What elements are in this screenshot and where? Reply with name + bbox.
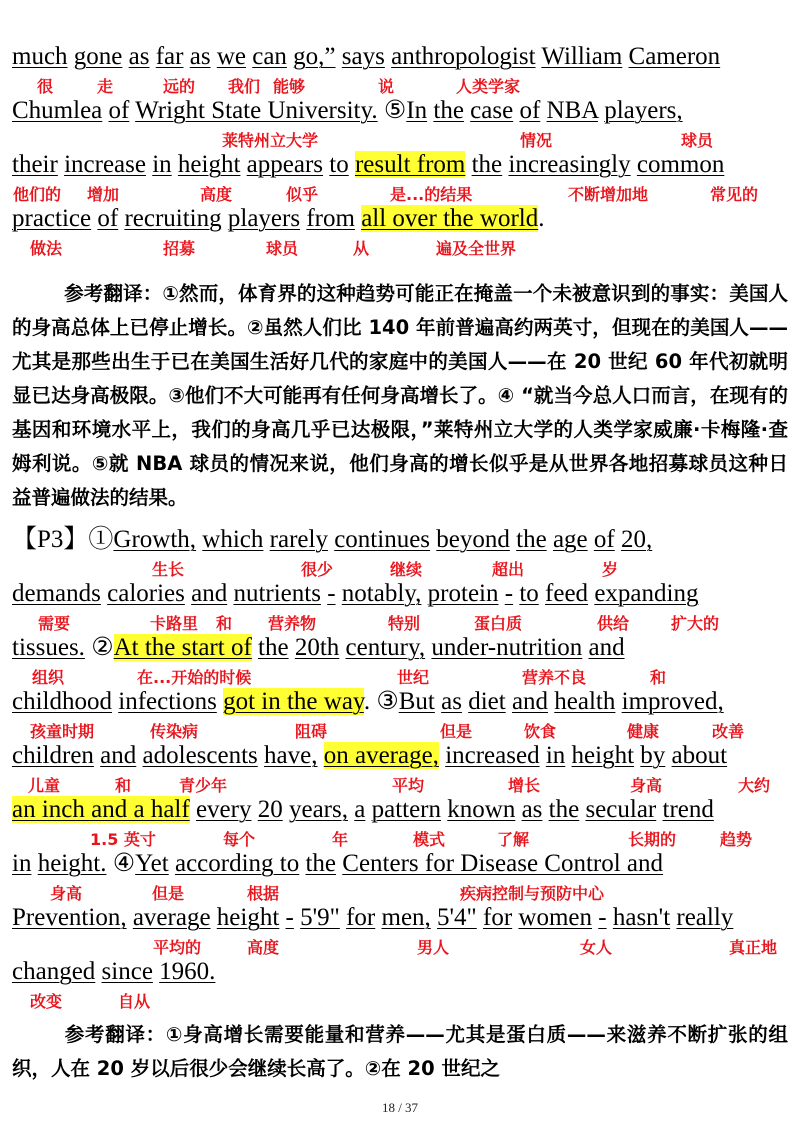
vocab-word: in [545, 742, 566, 769]
chinese-gloss: 青少年 [179, 776, 228, 795]
chinese-gloss: 岁 [602, 560, 619, 579]
vocab-word: - [285, 904, 294, 931]
vocab-word: as [441, 688, 462, 715]
vocab-word: the [258, 634, 289, 661]
highlighted-phrase: all over the world [361, 205, 539, 232]
vocab-word: nutrients [233, 580, 321, 607]
vocab-word: hasn't [612, 904, 671, 931]
vocab-word: practice [12, 205, 92, 232]
vocab-word: of [108, 97, 130, 124]
vocab-word: feed [545, 580, 589, 607]
vocab-word: 5'9" [300, 904, 340, 931]
vocab-word: average [132, 904, 211, 931]
chinese-gloss: 组织 [32, 668, 65, 687]
vocab-word: as [128, 43, 150, 70]
vocab-word: according to [174, 850, 300, 877]
chinese-gloss: 是...的结果 [390, 185, 473, 204]
highlighted-phrase: an inch and a half [12, 796, 190, 823]
vocab-word: we [216, 43, 246, 70]
vocab-word: the [433, 97, 464, 124]
chinese-gloss: 高度 [247, 938, 280, 957]
vocab-word: notably, [341, 580, 422, 607]
english-line [12, 579, 698, 609]
chinese-gloss: 身高 [50, 884, 83, 903]
vocab-word: demands [12, 580, 101, 607]
chinese-gloss: 模式 [413, 830, 446, 849]
vocab-word: century, [345, 634, 426, 661]
chinese-gloss: 做法 [30, 239, 63, 258]
vocab-word: 20 [257, 796, 283, 823]
vocab-word: Chumlea [12, 97, 103, 124]
vocab-word: known [447, 796, 516, 823]
text-fragment: ⑤ [377, 97, 407, 124]
chinese-gloss: 人类学家 [456, 77, 521, 96]
reference-translation-p3 [12, 1018, 788, 1086]
chinese-gloss: 蛋白质 [474, 614, 523, 633]
reference-translation-p2 [12, 277, 788, 515]
text-fragment: . ③ [363, 688, 399, 715]
chinese-gloss: 莱特州立大学 [222, 131, 319, 150]
chinese-gloss: 需要 [38, 614, 71, 633]
vocab-word: case [470, 97, 514, 124]
chinese-gloss: 高度 [200, 185, 233, 204]
highlighted-phrase: on average, [323, 742, 439, 769]
chinese-gloss: 平均 [392, 776, 425, 795]
chinese-gloss: 球员 [681, 131, 714, 150]
english-line [12, 795, 714, 825]
vocab-word: as [189, 43, 211, 70]
vocab-word: childhood [12, 688, 112, 715]
chinese-gloss: 1.5 英寸 [90, 830, 156, 849]
vocab-word: Centers for Disease Control and [342, 850, 664, 877]
vocab-word: height. [37, 850, 107, 877]
vocab-word: Wright State University. [135, 97, 378, 124]
vocab-word: continues [334, 526, 431, 553]
vocab-word: every [195, 796, 252, 823]
chinese-gloss: 根据 [247, 884, 280, 903]
vocab-word: calories [107, 580, 185, 607]
vocab-word: the [516, 526, 547, 553]
chinese-gloss: 改善 [712, 722, 745, 741]
vocab-word: of [519, 97, 541, 124]
vocab-word: women [518, 904, 593, 931]
chinese-gloss: 和 [216, 614, 233, 633]
vocab-word: health [554, 688, 616, 715]
vocab-word: Growth, [113, 526, 197, 553]
vocab-word: in [12, 850, 32, 877]
vocab-word: improved, [621, 688, 724, 715]
vocab-word: secular [585, 796, 657, 823]
vocab-word: to [519, 580, 539, 607]
page-number: 18 / 37 [381, 1100, 419, 1115]
english-line [12, 741, 727, 771]
chinese-gloss: 能够 [273, 77, 306, 96]
chinese-gloss: 营养不良 [522, 668, 587, 687]
chinese-gloss: 卡路里 [150, 614, 199, 633]
vocab-word: the [305, 850, 337, 877]
english-line [12, 525, 652, 555]
vocab-word: height [177, 151, 241, 178]
vocab-word: - [327, 580, 336, 607]
chinese-gloss: 但是 [440, 722, 473, 741]
vocab-word: diet [468, 688, 506, 715]
vocab-word: and [588, 634, 625, 661]
vocab-word: infections [118, 688, 217, 715]
vocab-word: But [398, 688, 435, 715]
vocab-word: says [341, 43, 385, 70]
vocab-word: as [521, 796, 543, 823]
chinese-gloss: 从 [353, 239, 370, 258]
page-footer [0, 1100, 800, 1116]
chinese-gloss: 他们的 [13, 185, 62, 204]
text-fragment: . [538, 205, 545, 232]
vocab-word: children [12, 742, 94, 769]
vocab-word: tissues. [12, 634, 85, 661]
chinese-gloss: 增加 [87, 185, 120, 204]
chinese-gloss: 长期的 [628, 830, 677, 849]
vocab-word: under-nutrition [431, 634, 583, 661]
chinese-gloss: 健康 [627, 722, 660, 741]
vocab-word: players, [604, 97, 683, 124]
chinese-gloss: 招募 [163, 239, 196, 258]
text-fragment: ② [84, 634, 114, 661]
vocab-word: beyond [436, 526, 510, 553]
chinese-gloss: 球员 [266, 239, 299, 258]
english-line [12, 903, 733, 933]
vocab-word: of [97, 205, 119, 232]
vocab-word: and [100, 742, 137, 769]
chinese-gloss: 生长 [152, 560, 185, 579]
vocab-word: trend [662, 796, 714, 823]
vocab-word: 20th [294, 634, 340, 661]
chinese-gloss: 男人 [417, 938, 450, 957]
vocab-word: height [216, 904, 280, 931]
vocab-word: men, [381, 904, 431, 931]
vocab-word: 20, [620, 526, 653, 553]
vocab-word: anthropologist [391, 43, 536, 70]
english-line [12, 633, 625, 663]
vocab-word: a [354, 796, 366, 823]
chinese-gloss: 真正地 [729, 938, 778, 957]
vocab-word: increased [445, 742, 540, 769]
vocab-word: the [548, 796, 580, 823]
text-fragment: 【P3】① [12, 526, 114, 553]
chinese-gloss: 远的 [163, 77, 196, 96]
chinese-gloss: 每个 [223, 830, 256, 849]
english-line [12, 849, 663, 879]
chinese-gloss: 我们 [228, 77, 261, 96]
chinese-gloss: 扩大的 [671, 614, 720, 633]
vocab-word: expanding [594, 580, 699, 607]
vocab-word: increase [64, 151, 146, 178]
chinese-gloss: 但是 [152, 884, 185, 903]
vocab-word: by [640, 742, 666, 769]
chinese-gloss: 平均的 [153, 938, 202, 957]
vocab-word: far [155, 43, 184, 70]
chinese-gloss: 走 [97, 77, 114, 96]
vocab-word: rarely [269, 526, 328, 553]
vocab-word: pattern [371, 796, 442, 823]
vocab-word: Cameron [628, 43, 721, 70]
vocab-word: and [511, 688, 549, 715]
vocab-word: age [552, 526, 588, 553]
chinese-gloss: 儿童 [28, 776, 61, 795]
vocab-word: increasingly [508, 151, 631, 178]
chinese-gloss: 说 [378, 77, 395, 96]
chinese-gloss: 遍及全世界 [436, 239, 517, 258]
chinese-gloss: 很 [37, 77, 54, 96]
english-line [12, 42, 720, 72]
vocab-word: William [541, 43, 623, 70]
vocab-word: Prevention, [12, 904, 127, 931]
vocab-word: In [406, 97, 428, 124]
chinese-gloss: 很少 [301, 560, 334, 579]
vocab-word: and [191, 580, 228, 607]
vocab-word: of [593, 526, 615, 553]
chinese-gloss: 特别 [388, 614, 421, 633]
vocab-word: have, [264, 742, 318, 769]
chinese-gloss: 似乎 [286, 185, 319, 204]
chinese-gloss: 自从 [118, 992, 151, 1011]
vocab-word: appears [246, 151, 324, 178]
chinese-gloss: 供给 [597, 614, 630, 633]
chinese-gloss: 女人 [580, 938, 613, 957]
chinese-gloss: 改变 [30, 992, 63, 1011]
vocab-word: for [346, 904, 376, 931]
chinese-gloss: 大约 [738, 776, 771, 795]
vocab-word: 5'4" [437, 904, 477, 931]
chinese-gloss: 情况 [520, 131, 553, 150]
vocab-word: to [329, 151, 349, 178]
chinese-gloss: 传染病 [150, 722, 199, 741]
english-line [12, 957, 215, 987]
chinese-gloss: 超出 [492, 560, 525, 579]
highlighted-phrase: got in the way [223, 688, 364, 715]
text-fragment: ④ [106, 850, 136, 877]
english-line [12, 150, 724, 180]
vocab-word: protein [427, 580, 499, 607]
vocab-word: since [101, 958, 153, 985]
vocab-word: Yet [135, 850, 169, 877]
chinese-gloss: 阻碍 [295, 722, 328, 741]
vocab-word: players [227, 205, 301, 232]
chinese-gloss: 和 [115, 776, 132, 795]
vocab-word: really [676, 904, 734, 931]
vocab-word: common [636, 151, 725, 178]
vocab-word: gone [73, 43, 123, 70]
vocab-word: NBA [546, 97, 598, 124]
chinese-gloss: 了解 [497, 830, 530, 849]
vocab-word: years, [288, 796, 348, 823]
chinese-gloss: 常见的 [710, 185, 759, 204]
vocab-word: - [598, 904, 607, 931]
chinese-gloss: 年 [332, 830, 349, 849]
vocab-word: much [12, 43, 68, 70]
vocab-word: the [471, 151, 503, 178]
english-line [12, 204, 544, 234]
vocab-word: their [12, 151, 58, 178]
chinese-gloss: 孩童时期 [30, 722, 95, 741]
vocab-word: height [571, 742, 635, 769]
vocab-word: adolescents [142, 742, 258, 769]
english-line [12, 96, 683, 126]
chinese-gloss: 趋势 [720, 830, 753, 849]
vocab-word: in [152, 151, 172, 178]
chinese-gloss: 增长 [508, 776, 541, 795]
vocab-word: go,” [293, 43, 336, 70]
vocab-word: from [306, 205, 355, 232]
vocab-word: can [252, 43, 287, 70]
vocab-word: recruiting [124, 205, 222, 232]
vocab-word: changed [12, 958, 96, 985]
english-line [12, 687, 724, 717]
translation-text-p2: 参考翻译：①然而，体育界的这种趋势可能正在掩盖一个未被意识到的事实：美国人的身高总体上已停止增长。②虽然人们比 140 年前普遍高约两英寸，但现在的美国人——尤其是那些出生于已在美国生活好几代的家庭中的美国人——在 20 世纪 60 年代初就明显已达身高极限。③他们不大可能再有任何身高增长了。④ “就当今总人口而言，在现有的基因和环境水平上，我们的身高几乎已达极限，”莱特州立大学的人类学家威廉·卡梅隆·查姆利说。⑤就 NBA 球员的情况来说，他们身高的增长似乎是从世界各地招募球员这种日益普遍做法的结果。 [12, 282, 788, 509]
chinese-gloss: 身高 [630, 776, 663, 795]
vocab-word: which [202, 526, 264, 553]
translation-text-p3: 参考翻译：①身高增长需要能量和营养——尤其是蛋白质——来滋养不断扩张的组织，人在 20 岁以后很少会继续长高了。②在 20 世纪之 [12, 1023, 788, 1080]
chinese-gloss: 和 [650, 668, 667, 687]
vocab-word: about [671, 742, 728, 769]
chinese-gloss: 在...开始的时候 [137, 668, 252, 687]
vocab-word: - [504, 580, 514, 607]
vocab-word: 1960. [159, 958, 216, 985]
vocab-word: for [483, 904, 513, 931]
chinese-gloss: 不断增加地 [568, 185, 649, 204]
chinese-gloss: 营养物 [268, 614, 317, 633]
chinese-gloss: 饮食 [524, 722, 557, 741]
chinese-gloss: 疾病控制与预防中心 [460, 884, 605, 903]
chinese-gloss: 继续 [390, 560, 423, 579]
chinese-gloss: 世纪 [397, 668, 430, 687]
highlighted-phrase: result from [354, 151, 466, 178]
text-fragment [317, 742, 323, 769]
highlighted-phrase: At the start of [113, 634, 252, 661]
